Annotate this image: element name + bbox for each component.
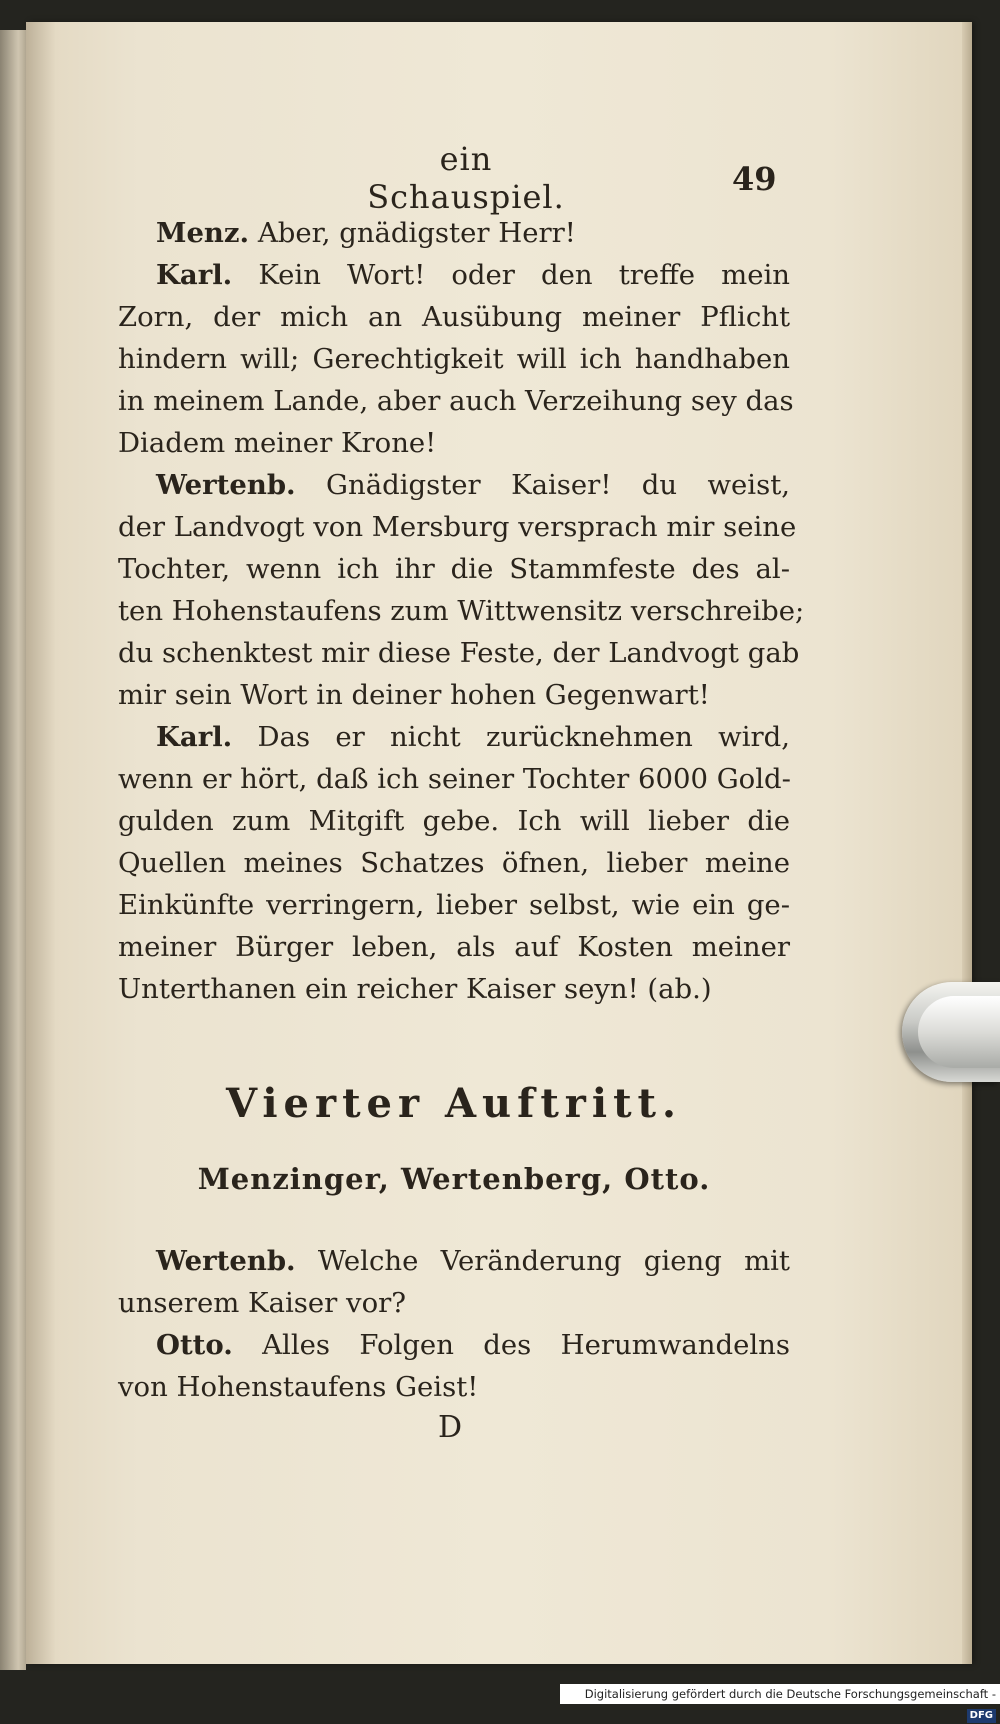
line-text: hindern will; Gerechtigkeit will ich handhaben	[118, 343, 790, 375]
line-text: Aber, gnädigster Herr!	[249, 217, 576, 249]
book-left-edge	[0, 30, 26, 1670]
line-text: Das er nicht zurücknehmen wird,	[232, 721, 790, 753]
speaker-name: Menz.	[156, 217, 250, 249]
text-line	[118, 254, 790, 296]
speaker-name: Karl.	[156, 259, 233, 291]
text-line	[118, 422, 790, 464]
line-text: wenn er hört, daß ich seiner Tochter 6000 Gold-	[118, 763, 791, 795]
line-text: ten Hohenstaufens zum Wittwensitz verschreibe;	[118, 595, 805, 627]
speaker-name: Otto.	[156, 1329, 233, 1361]
text-line	[118, 296, 790, 338]
text-line	[118, 674, 790, 716]
text-line	[118, 884, 790, 926]
text-line	[118, 632, 800, 674]
line-text: mir sein Wort in deiner hohen Gegenwart!	[118, 679, 710, 711]
line-text: du schenktest mir diese Feste, der Landvogt gab	[118, 637, 800, 669]
text-line	[118, 212, 790, 254]
line-text: gulden zum Mitgift gebe. Ich will lieber die	[118, 805, 790, 837]
text-line	[118, 968, 790, 1010]
line-text: Quellen meines Schatzes öfnen, lieber meine	[118, 847, 790, 879]
scene-heading: Vierter Auftritt.	[226, 1080, 682, 1127]
text-line	[118, 800, 790, 842]
page-right-edge	[962, 22, 972, 1664]
line-text: Zorn, der mich an Ausübung meiner Pflicht	[118, 301, 790, 333]
line-text: von Hohenstaufens Geist!	[118, 1371, 479, 1403]
text-line	[118, 716, 790, 758]
page-gutter-shadow	[26, 22, 56, 1664]
line-text: unserem Kaiser vor?	[118, 1287, 407, 1319]
speaker-name: Wertenb.	[156, 469, 296, 501]
text-line	[118, 1240, 790, 1282]
text-line	[118, 464, 790, 506]
dialogue-block-2	[118, 1240, 790, 1408]
text-line	[118, 926, 790, 968]
speaker-name: Wertenb.	[156, 1245, 296, 1277]
line-text: in meinem Lande, aber auch Verzeihung sey das	[118, 385, 794, 417]
scene-cast-list: Menzinger, Wertenberg, Otto.	[197, 1162, 711, 1196]
line-text: meiner Bürger leben, als auf Kosten meiner	[118, 931, 790, 963]
dialogue-block-1	[118, 212, 805, 1010]
line-text: Alles Folgen des Herumwandelns	[232, 1329, 790, 1361]
signature-mark: D	[438, 1410, 463, 1445]
line-text: der Landvogt von Mersburg versprach mir seine	[118, 511, 797, 543]
line-text: Kein Wort! oder den treffe mein	[232, 259, 790, 291]
text-line	[118, 1324, 790, 1366]
dfg-logo: DFG	[967, 1709, 996, 1723]
line-text: Unterthanen ein reicher Kaiser seyn! (ab.)	[118, 973, 712, 1005]
text-line	[118, 380, 794, 422]
text-line	[118, 1282, 790, 1324]
text-line	[118, 758, 790, 800]
line-text: Diadem meiner Krone!	[118, 427, 437, 459]
line-text: Gnädigster Kaiser! du weist,	[295, 469, 790, 501]
footer-credit-text: Digitalisierung gefördert durch die Deutsche Forschungsgemeinschaft -	[584, 1687, 996, 1701]
text-line	[118, 1366, 790, 1408]
page-clip-tab-highlight	[918, 996, 1000, 1068]
text-line	[118, 548, 790, 590]
text-line	[118, 506, 797, 548]
running-header-title: ein Schauspiel.	[367, 140, 565, 216]
text-line	[118, 590, 805, 632]
page-number: 49	[732, 160, 777, 198]
line-text: Welche Veränderung gieng mit	[295, 1245, 790, 1277]
text-line	[118, 338, 790, 380]
digitization-footer	[560, 1684, 1000, 1721]
line-text: Einkünfte verringern, lieber selbst, wie ein ge-	[118, 889, 790, 921]
text-line	[118, 842, 790, 884]
speaker-name: Karl.	[156, 721, 233, 753]
line-text: Tochter, wenn ich ihr die Stammfeste des al-	[118, 553, 790, 585]
